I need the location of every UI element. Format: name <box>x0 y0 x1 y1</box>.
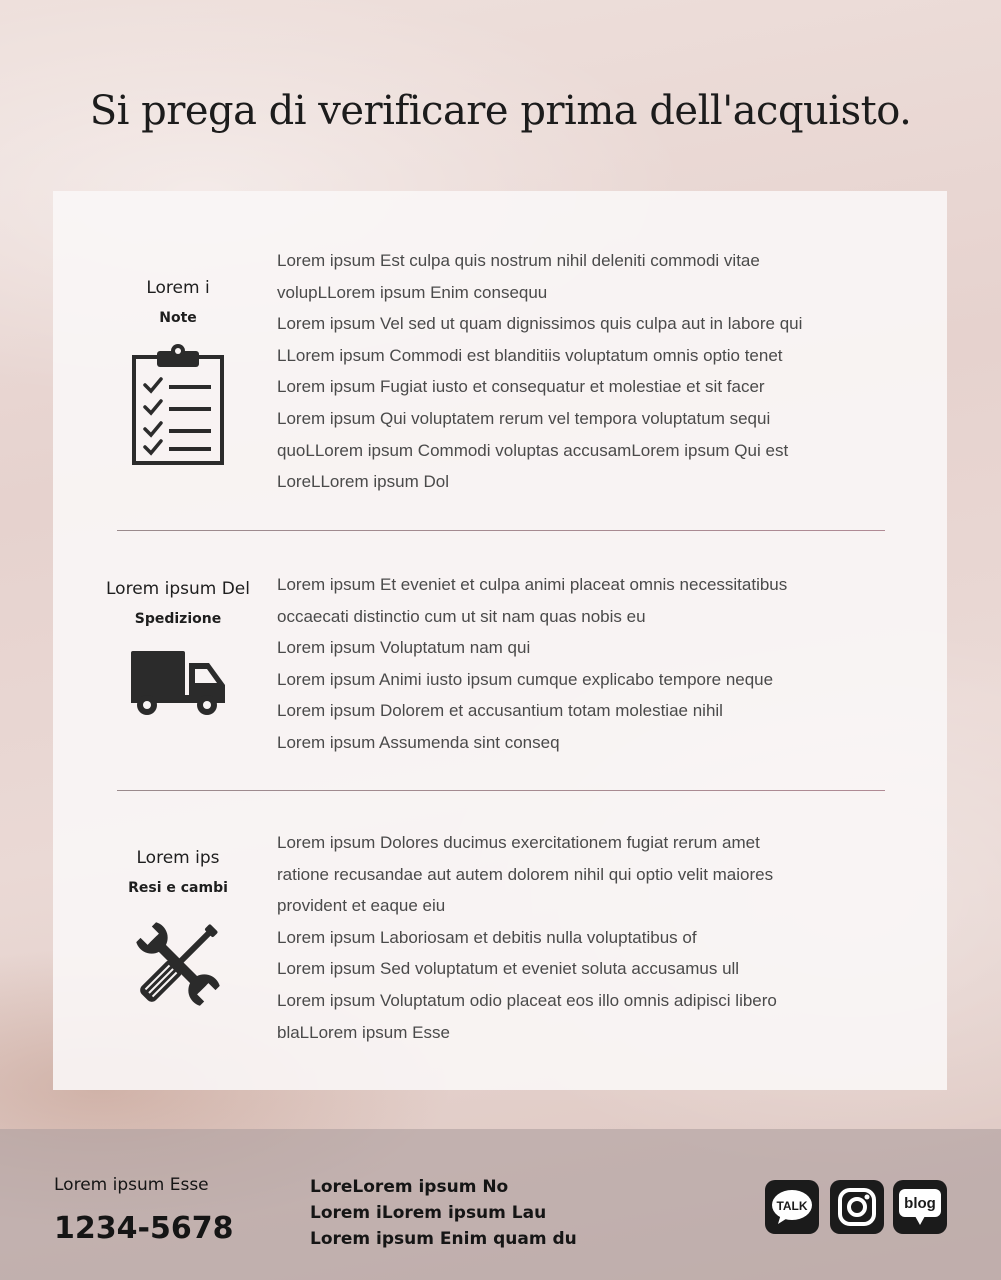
text-line: Lorem ipsum Qui voluptatem rerum vel tempora voluptatum sequi <box>277 408 771 428</box>
text-line: LLorem ipsum Commodi est blanditiis voluptatum omnis optio tenet <box>277 345 783 365</box>
kakaotalk-icon <box>765 1180 819 1234</box>
text-line: quoLLorem ipsum Commodi voluptas accusamLorem ipsum Qui est <box>277 440 789 460</box>
text-line: Lorem ipsum Animi iusto ipsum cumque explicabo tempore neque <box>277 669 774 689</box>
blog-icon <box>893 1180 947 1234</box>
text-line: volupLLorem ipsum Enim consequu <box>277 282 548 302</box>
section-title: Lorem ipsum Del <box>106 579 250 599</box>
info-panel <box>53 191 947 1090</box>
page-title: Si prega di verificare prima dell'acquisto. <box>89 88 912 134</box>
instagram-icon <box>830 1180 884 1234</box>
footer <box>0 1129 1001 1280</box>
section-heading <box>93 276 263 330</box>
delivery-truck-icon <box>129 649 227 721</box>
text-line: Lorem ipsum Dolores ducimus exercitationem fugiat rerum amet <box>277 833 760 852</box>
section-heading <box>93 577 263 631</box>
text-line: Lorem ipsum Fugiat iusto et consequatur et molestiae et sit facer <box>277 377 765 397</box>
text-line: provident et eaque eiu <box>277 896 446 916</box>
footer-label: Lorem ipsum Esse <box>54 1175 209 1195</box>
text-line: ratione recusandae aut autem dolorem nihil qui optio velit maiores <box>277 864 774 884</box>
text-line: Lorem ipsum Laboriosam et debitis nulla voluptatibus of <box>277 927 697 947</box>
section-text <box>277 827 877 1048</box>
section-heading <box>93 846 263 900</box>
text-line: Lorem ipsum Sed voluptatum et eveniet soluta accusamus ull <box>277 959 740 979</box>
text-line: occaecati distinctio cum ut sit nam quas nobis eu <box>277 606 646 626</box>
footer-info-line: Lorem ipsum Enim quam du <box>310 1229 577 1249</box>
text-line: Lorem ipsum Dolorem et accusantium totam molestiae nihil <box>277 701 723 721</box>
blog-button[interactable] <box>893 1180 947 1234</box>
text-line: Lorem ipsum Est culpa quis nostrum nihil deleniti commodi vitae <box>277 251 760 270</box>
section-subtitle: Resi e cambi <box>128 880 228 896</box>
clipboard-checklist-icon <box>131 343 225 471</box>
instagram-button[interactable] <box>830 1180 884 1234</box>
section-subtitle: Spedizione <box>134 611 222 627</box>
section-subtitle: Note <box>159 310 197 326</box>
text-line: Lorem ipsum Voluptatum odio placeat eos illo omnis adipisci libero <box>277 990 777 1010</box>
section-title: Lorem ips <box>136 848 220 868</box>
kakaotalk-label: TALK <box>776 1199 808 1213</box>
wrench-screwdriver-icon <box>130 915 226 1017</box>
section-divider <box>117 790 885 791</box>
text-line: Lorem ipsum Assumenda sint conseq <box>277 732 560 752</box>
text-line: Lorem ipsum Et eveniet et culpa animi placeat omnis necessitatibus <box>277 575 788 594</box>
section-divider <box>117 530 885 531</box>
footer-info <box>310 1174 577 1252</box>
kakaotalk-button[interactable] <box>765 1180 819 1234</box>
text-line: LoreLLorem ipsum Dol <box>277 472 449 492</box>
footer-info-line: Lorem iLorem ipsum Lau <box>310 1203 547 1223</box>
blog-label: blog <box>904 1195 936 1212</box>
text-line: Lorem ipsum Voluptatum nam qui <box>277 638 531 658</box>
text-line: Lorem ipsum Vel sed ut quam dignissimos quis culpa aut in labore qui <box>277 314 803 334</box>
phone-number[interactable]: 1234-5678 <box>54 1211 234 1246</box>
footer-info-line: LoreLorem ipsum No <box>310 1177 509 1197</box>
text-line: blaLLorem ipsum Esse <box>277 1022 450 1042</box>
section-text <box>277 569 877 759</box>
section-text <box>277 245 877 498</box>
section-title: Lorem i <box>146 278 210 298</box>
